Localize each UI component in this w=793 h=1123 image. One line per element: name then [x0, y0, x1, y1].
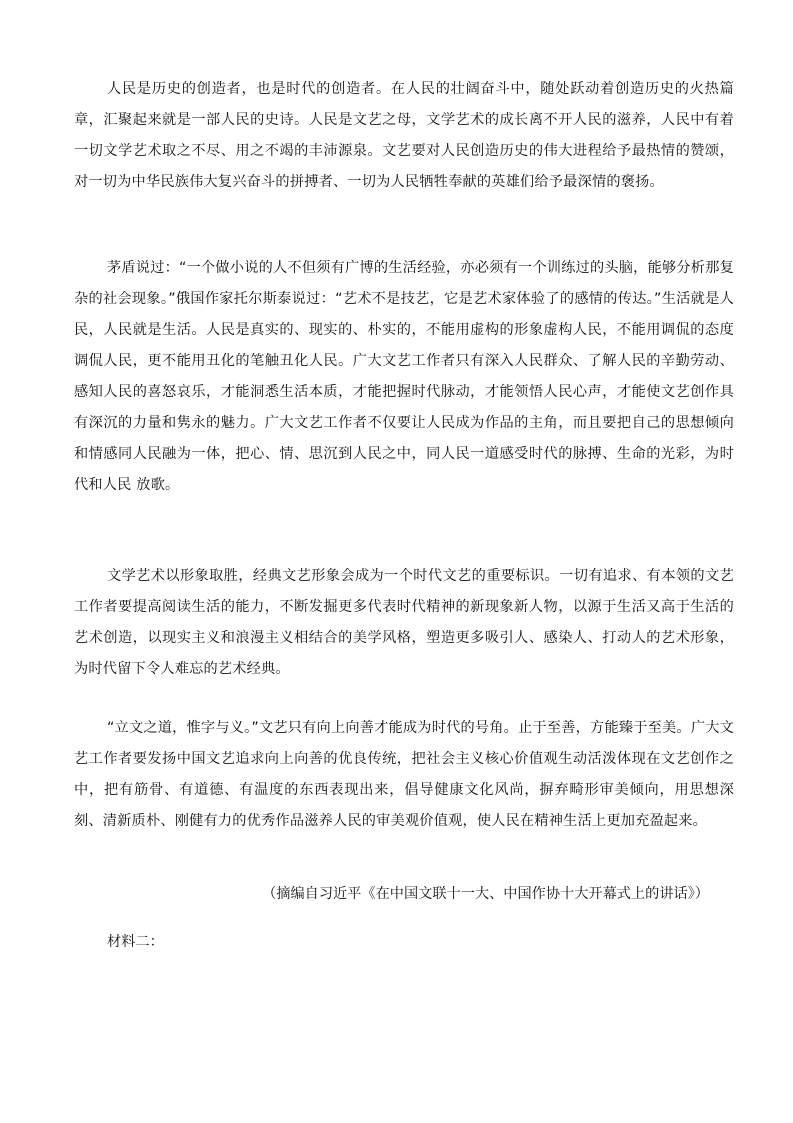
- paragraph-1: 人民是历史的创造者，也是时代的创造者。在人民的壮阔奋斗中，随处跃动着创造历史的火热篇章，汇聚起来就是一部人民的史诗。人民是文艺之母，文学艺术的成长离不开人民的滋养，人民中有着一切文学艺术取之不尽、用之不竭的丰沛源泉。文艺要对人民创造历史的伟大进程给予最热情的赞颂，对一切为中华民族伟大复兴奋斗的拼搏者、一切为人民牺牲奉献的英雄们给予最深情的褒扬。: [74, 81, 734, 190]
- paragraph-2: 茅盾说过：“一个做小说的人不但须有广博的生活经验，亦必须有一个训练过的头脑，能够分析那复杂的社会现象。”俄国作家托尔斯泰说过：“艺术不是技艺，它是艺术家体验了的感情的传达。”生活就是人民，人民就是生活。人民是真实的、现实的、朴实的，不能用虚构的形象虚构人民，不能用调侃的态度调侃人民，更不能用丑化的笔触丑化人民。广大文艺工作者只有深入人民群众、了解人民的辛勤劳动、感知人民的喜怒哀乐，才能洞悉生活本质，才能把握时代脉动，才能领悟人民心声，才能使文艺创作具有深沉的力量和隽永的魅力。广大文艺工作者不仅要让人民成为作品的主角，而且要把自己的思想倾向和情感同人民融为一体，把心、情、思沉到人民之中，同人民一道感受时代的脉搏、生命的光彩，为时代和人民 放歌。: [74, 260, 734, 493]
- paragraph-3: 文学艺术以形象取胜，经典文艺形象会成为一个时代文艺的重要标识。一切有追求、有本领的文艺工作者要提高阅读生活的能力，不断发掘更多代表时代精神的新现象新人物，以源于生活又高于生活的艺术创造，以现实主义和浪漫主义相结合的美学风格，塑造更多吸引人、感染人、打动人的艺术形象，为时代留下令人难忘的艺术经典。: [74, 568, 734, 677]
- source-citation: （摘编自习近平《在中国文联十一大、中国作协十大开幕式上的讲话》）: [262, 886, 709, 902]
- section-label: 材料二：: [107, 934, 164, 950]
- paragraph-4: “立文之道，惟字与义。”文艺只有向上向善才能成为时代的号角。止于至善，方能臻于至美。广大文艺工作者要发扬中国文艺追求向上向善的优良传统，把社会主义核心价值观生动活泼体现在文艺创作之中，把有筋骨、有道德、有温度的东西表现出来，倡导健康文化风尚，摒弃畸形审美倾向，用思想深刻、清新质朴、刚健有力的优秀作品滋养人民的审美观价值观，使人民在精神生活上更加充盈起来。: [74, 720, 734, 829]
